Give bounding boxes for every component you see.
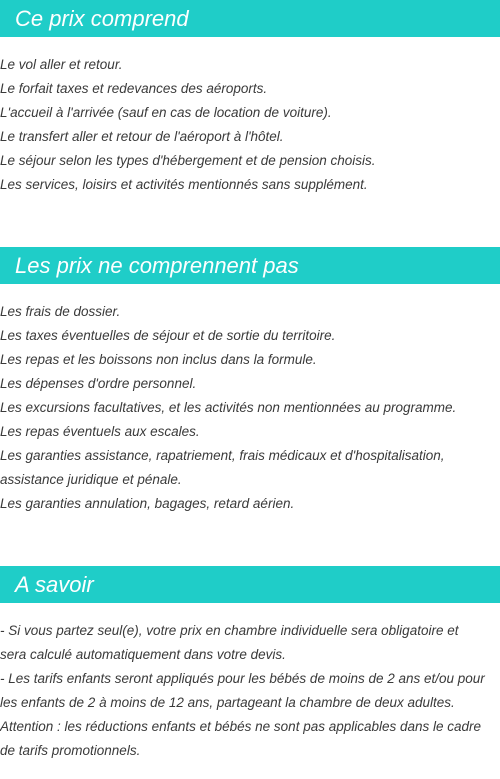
section-title: A savoir: [15, 572, 94, 597]
list-item: Le forfait taxes et redevances des aéroports.: [0, 81, 268, 96]
section-title: Ce prix comprend: [15, 6, 189, 31]
list-item: Les garanties annulation, bagages, retard aérien.: [0, 496, 295, 511]
list-item: - Les tarifs enfants seront appliqués pour les bébés de moins de 2 ans et/ou pour: [0, 671, 485, 686]
list-item: de tarifs promotionnels.: [0, 743, 141, 758]
list-item: Attention : les réductions enfants et bébés ne sont pas applicables dans le cadre: [0, 719, 482, 734]
section-good-to-know: [0, 566, 500, 758]
section-header: [0, 247, 500, 284]
list-item: Le transfert aller et retour de l'aéroport à l'hôtel.: [0, 129, 284, 144]
section-header: [0, 566, 500, 603]
section-price-excludes: [0, 247, 500, 511]
section-price-includes: [0, 0, 500, 192]
list-item: assistance juridique et pénale.: [0, 472, 182, 487]
list-item: Le vol aller et retour.: [0, 57, 123, 72]
list-item: Les taxes éventuelles de séjour et de sortie du territoire.: [0, 328, 336, 343]
section-body: [0, 53, 500, 197]
section-title: Les prix ne comprennent pas: [15, 253, 299, 278]
list-item: les enfants de 2 à moins de 12 ans, partageant la chambre de deux adultes.: [0, 695, 455, 710]
list-item: Les repas éventuels aux escales.: [0, 424, 200, 439]
section-header: [0, 0, 500, 37]
list-item: Les excursions facultatives, et les activités non mentionnées au programme.: [0, 400, 457, 415]
section-body: [0, 619, 500, 763]
list-item: Les services, loisirs et activités mentionnés sans supplément.: [0, 177, 368, 192]
list-item: Le séjour selon les types d'hébergement et de pension choisis.: [0, 153, 376, 168]
list-item: Les repas et les boissons non inclus dans la formule.: [0, 352, 317, 367]
list-item: L'accueil à l'arrivée (sauf en cas de location de voiture).: [0, 105, 332, 120]
list-item: Les dépenses d'ordre personnel.: [0, 376, 197, 391]
list-item: Les frais de dossier.: [0, 304, 121, 319]
list-item: - Si vous partez seul(e), votre prix en chambre individuelle sera obligatoire et: [0, 623, 459, 638]
list-item: Les garanties assistance, rapatriement, frais médicaux et d'hospitalisation,: [0, 448, 445, 463]
list-item: sera calculé automatiquement dans votre devis.: [0, 647, 286, 662]
section-body: [0, 300, 500, 516]
